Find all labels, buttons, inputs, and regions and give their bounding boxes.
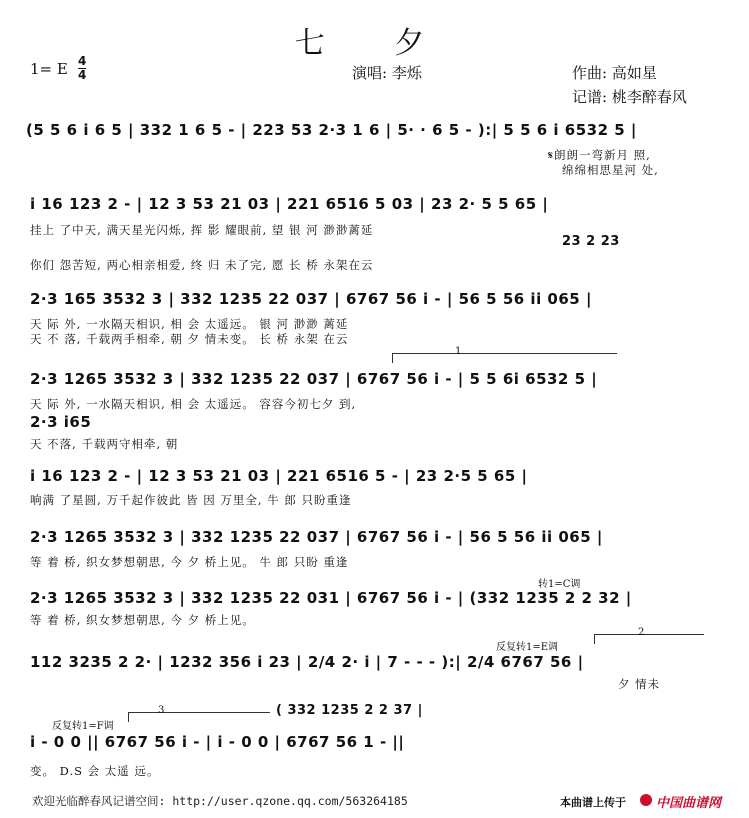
lyric-line-4b: 天 不落, 千载两守相牵, 朝 (30, 437, 179, 451)
time-signature-top: 4 (78, 54, 87, 68)
transcriber-credit: 记谱: 桃李醉春风 (572, 88, 687, 106)
score-line-7: 2·3 1265 3532 3 | 332 1235 22 031 | 6767 56 i - | (332 1235 2 2 32 | (30, 589, 632, 607)
upload-text: 本曲谱上传于 (560, 796, 626, 809)
lyric-line-4: 天 际 外, 一水隔天相识, 相 会 太遥远。 容容今初七夕 到, (30, 397, 357, 411)
site-footer-text: 欢迎光临醉春风记谱空间: http://user.qzone.qq.com/563264185 (32, 794, 408, 808)
repeat-f-label: 反复转1=F调 (52, 721, 114, 732)
song-title: 七 夕 (294, 26, 455, 61)
lyric-line-1a: 𝄋朗朗一弯新月 照, (548, 148, 651, 162)
modulation-c-label: 转1=C调 (538, 579, 581, 590)
repeat-e-label: 反复转1=E调 (496, 642, 559, 653)
lyric-line-8: 夕 情未 (618, 677, 661, 691)
time-signature (78, 56, 86, 81)
score-line-9: i - 0 0 || 6767 56 i - | i - 0 0 | 6767 56 1 - || (30, 733, 405, 751)
lyric-line-2b: 你们 怨苦短, 两心相亲相爱, 终 归 未了完, 愿 长 桥 永架在云 (30, 258, 374, 272)
score-line-5: i 16 123 2 - | 12 3 53 21 03 | 221 6516 5 - | 23 2·5 5 65 | (30, 467, 528, 485)
volta-number-2: 2 (638, 627, 645, 638)
lyric-line-9: 变。 D.S 会 太遥 远。 (30, 764, 160, 778)
key-signature: 1= E (30, 60, 68, 78)
lyric-line-1b: 绵绵相思星河 处, (562, 163, 659, 177)
score-line-2-alt: 23 2 23 (562, 234, 620, 249)
singer-credit: 演唱: 李烁 (352, 64, 422, 82)
lyric-line-3b: 天 不 落, 千载两手相牵, 朝 夕 情未变。 长 桥 永架 在云 (30, 332, 349, 346)
site-logo[interactable] (640, 792, 740, 810)
composer-credit: 作曲: 高如星 (572, 64, 657, 82)
time-signature-bottom: 4 (78, 68, 87, 82)
score-line-3: 2·3 165 3532 3 | 332 1235 22 037 | 6767 56 i - | 56 5 56 ii 065 | (30, 290, 592, 308)
score-line-6: 2·3 1265 3532 3 | 332 1235 22 037 | 6767 56 i - | 56 5 56 ii 065 | (30, 528, 603, 546)
volta-bracket-1 (392, 353, 617, 354)
lyric-line-7: 等 着 桥, 织女梦想朝思, 今 夕 桥上见。 (30, 613, 255, 627)
volta-bracket-2-left (594, 634, 595, 644)
volta-number-1: 1 (455, 346, 462, 357)
score-line-4b: 2·3 i65 (30, 413, 92, 431)
lyric-line-5: 响满 了星圆, 万千起作彼此 皆 因 万里全, 牛 郎 只盼重逢 (30, 493, 352, 507)
volta-bracket-3 (128, 712, 270, 713)
volta-number-3: 3 (158, 705, 165, 716)
logo-text: 中国曲谱网 (656, 796, 722, 811)
score-line-9-upper: ( 332 1235 2 2 37 | (276, 703, 423, 718)
score-line-4: 2·3 1265 3532 3 | 332 1235 22 037 | 6767 56 i - | 5 5 6i 6532 5 | (30, 370, 598, 388)
score-line-1: (5 5 6 i 6 5 | 332 1 6 5 - | 223 53 2·3 1 6 | 5· · 6 5 - ):| 5 5 6 i 6532 5 | (26, 121, 637, 139)
lyric-line-6: 等 着 桥, 织女梦想朝思, 今 夕 桥上见。 牛 郎 只盼 重逢 (30, 555, 349, 569)
lyric-line-2a: 挂上 了中天, 满天星光闪烁, 挥 影 耀眼前, 望 银 河 渺渺蓠延 (30, 223, 374, 237)
volta-bracket-3-left (128, 712, 129, 722)
lyric-line-3a: 天 际 外, 一水隔天相识, 相 会 太遥远。 银 河 渺渺 蓠延 (30, 317, 349, 331)
score-line-8: 112 3235 2 2· | 1232 356 i 23 | 2/4 2· i | 7 - - - ):| 2/4 6767 56 | (30, 653, 584, 671)
logo-mark-icon (640, 794, 652, 806)
volta-bracket-2 (594, 634, 704, 635)
score-line-2: i 16 123 2 - | 12 3 53 21 03 | 221 6516 5 03 | 23 2· 5 5 65 | (30, 195, 549, 213)
volta-bracket-1-left (392, 353, 393, 363)
